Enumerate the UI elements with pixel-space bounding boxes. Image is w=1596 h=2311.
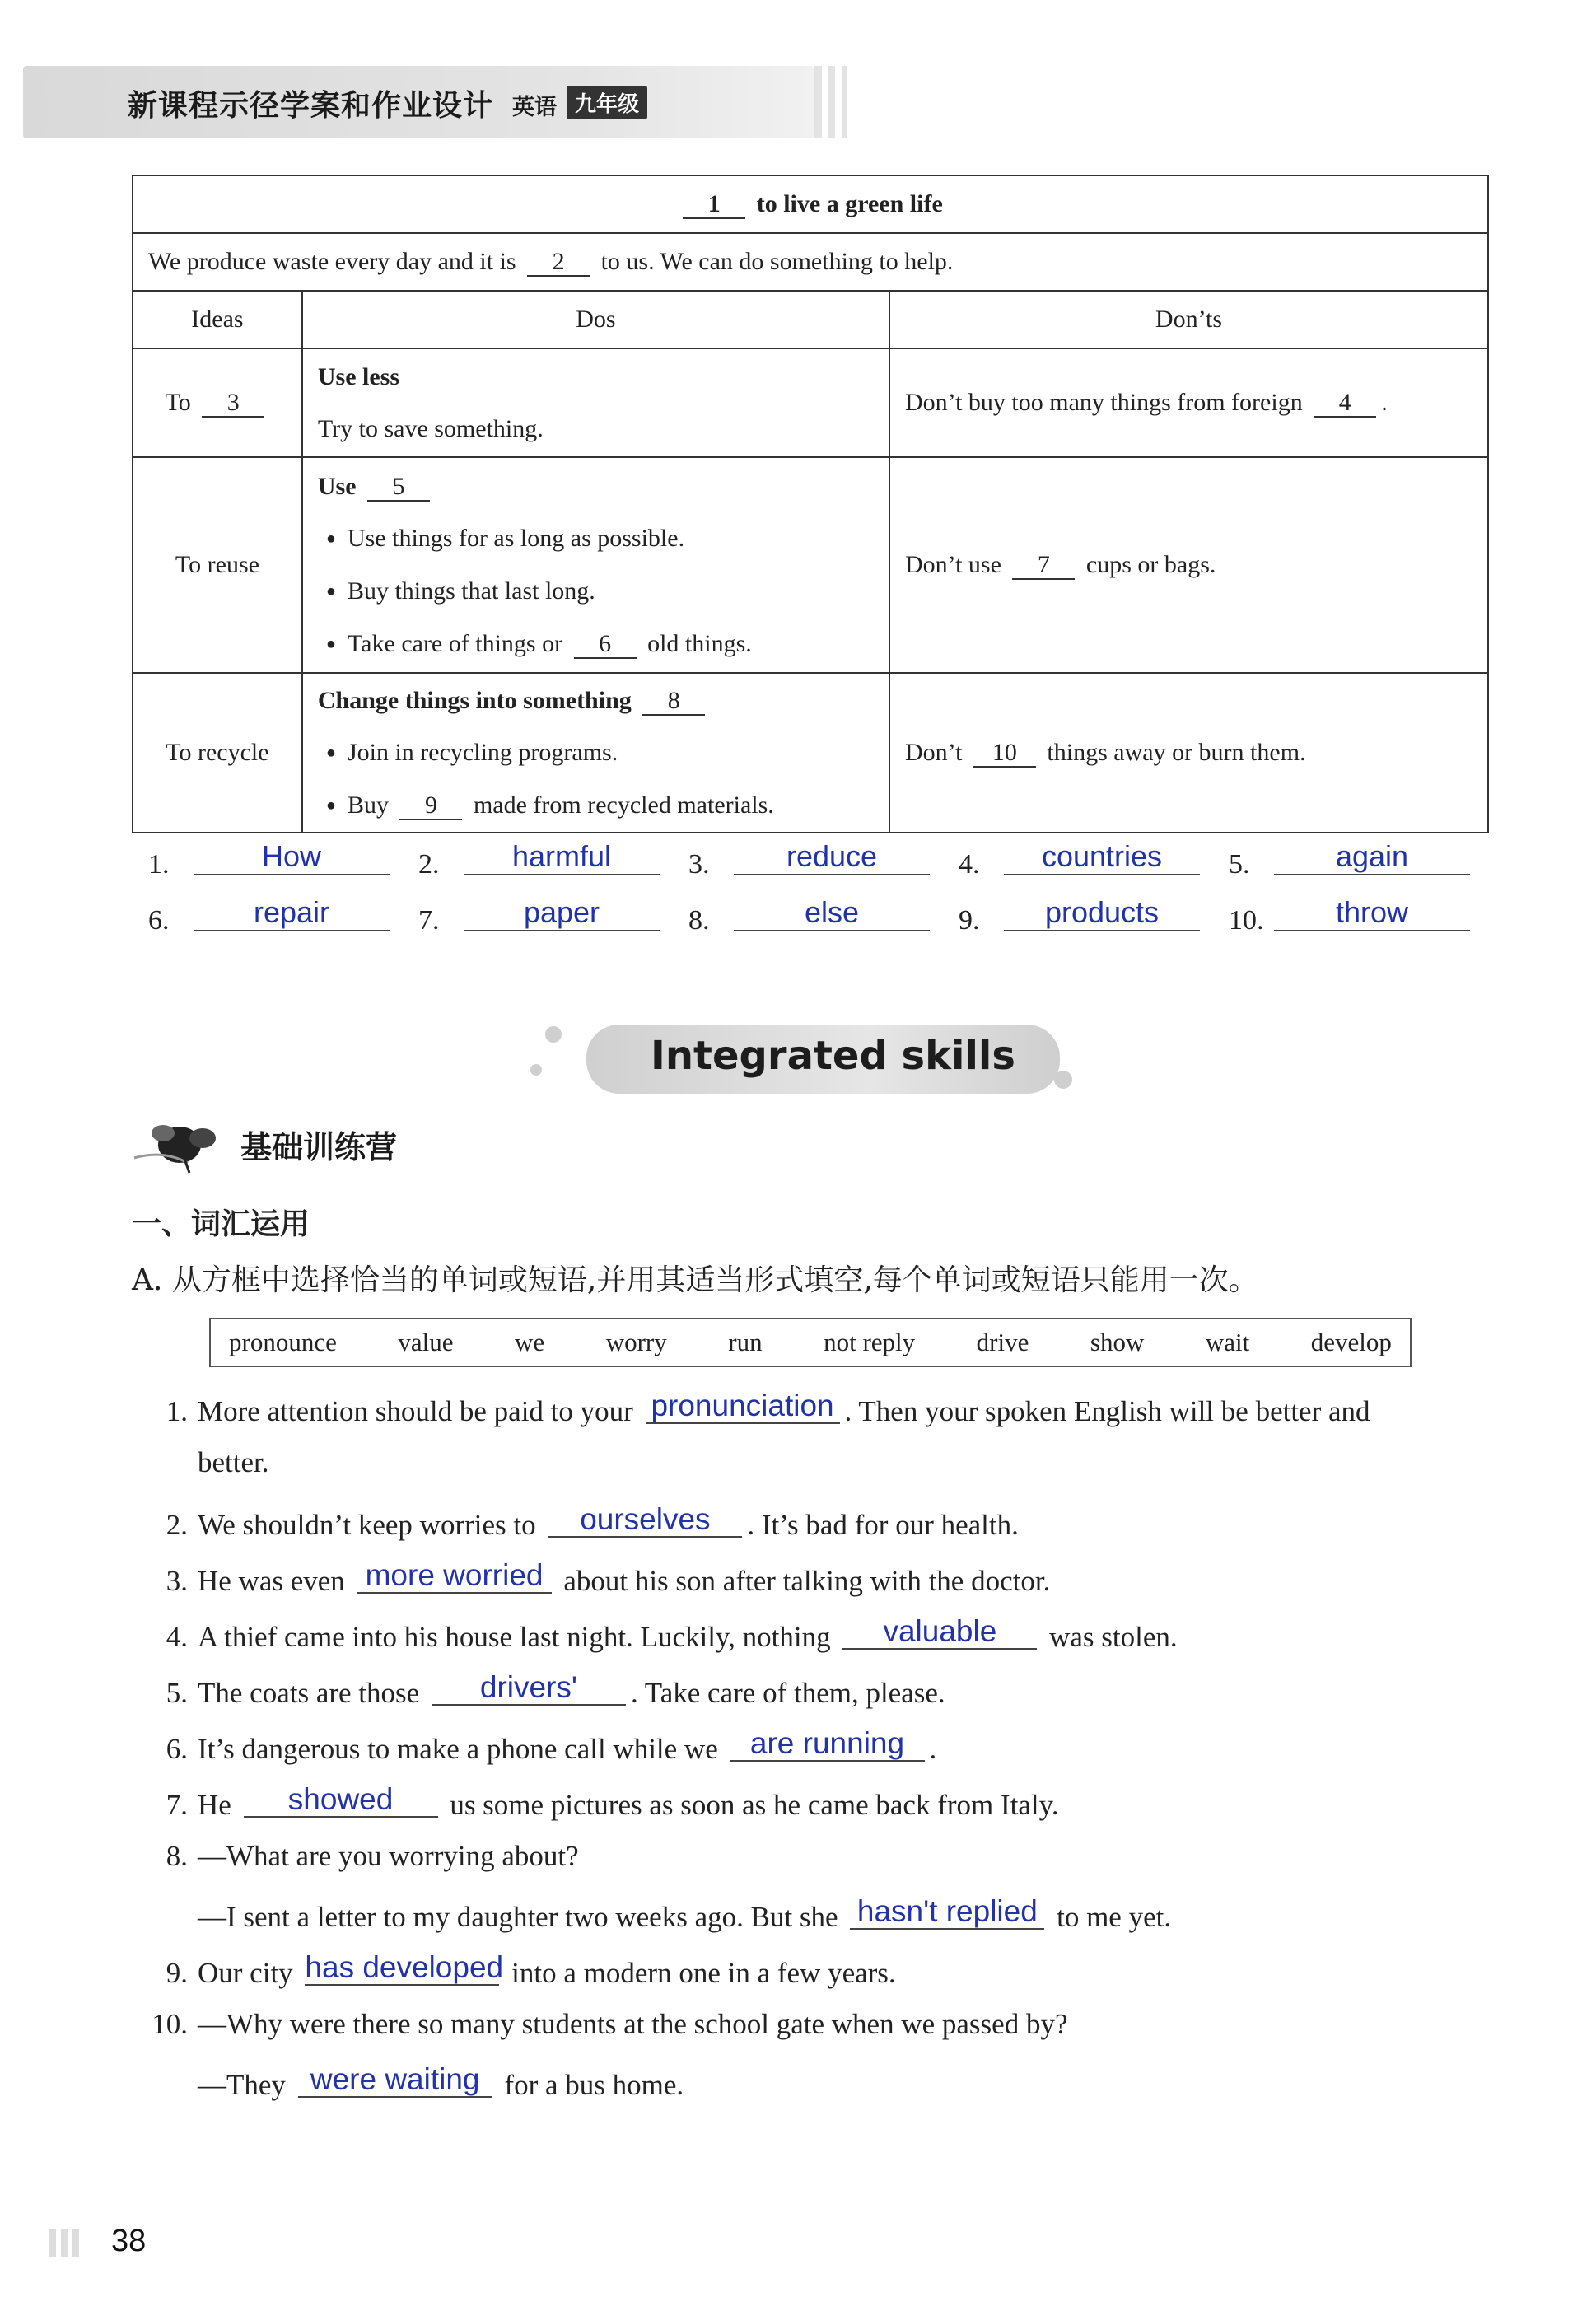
answer-item: 7. paper: [418, 894, 688, 936]
answer-item: 4. countries: [959, 838, 1229, 880]
bullet-use-long: ● Use things for as long as possible.: [318, 512, 874, 565]
blank-5: 5: [367, 473, 430, 502]
answer-pronunciation[interactable]: pronunciation: [646, 1390, 840, 1424]
blank-2: 2: [527, 248, 590, 277]
answer-6[interactable]: repair: [194, 894, 390, 931]
leaf-icon: [130, 1109, 241, 1179]
question-2: 2. We shouldn’t keep worries to ourselves . It’s bad for our health.: [166, 1502, 1019, 1541]
decor-dot: [545, 1026, 562, 1043]
question-8: 8. —What are you worrying about?: [166, 1840, 579, 1872]
question-9: 9. Our city has developed into a modern one in a few years.: [166, 1950, 896, 1989]
dos-line-save: Try to save something.: [317, 415, 544, 442]
answer-showed[interactable]: showed: [244, 1784, 438, 1818]
word-item: drive: [976, 1328, 1029, 1356]
bullet-buy: ● Buy 9 made from recycled materials.: [318, 779, 874, 832]
answer-drivers[interactable]: drivers': [432, 1672, 626, 1706]
blank-4: 4: [1314, 389, 1376, 418]
question-3: 3. He was even more worried about his son after talking with the doctor.: [166, 1558, 1051, 1597]
bullet-take-care: ● Take care of things or 6 old things.: [318, 618, 874, 670]
answer-valuable[interactable]: valuable: [842, 1616, 1037, 1650]
blank-8: 8: [642, 687, 705, 716]
blank-7: 7: [1012, 551, 1075, 580]
answer-item: 6. repair: [148, 894, 418, 936]
word-item: run: [728, 1328, 763, 1356]
word-item: worry: [605, 1328, 667, 1356]
answer-hasnt-replied[interactable]: hasn't replied: [850, 1896, 1044, 1930]
answer-8[interactable]: else: [734, 894, 930, 931]
section-title: Integrated skills: [651, 1033, 1015, 1079]
answer-ourselves[interactable]: ourselves: [548, 1504, 742, 1538]
col-ideas: Ideas: [133, 291, 302, 348]
question-1: 1. More attention should be paid to your pronunciation . Then your spoken English will be better and: [166, 1389, 1370, 1427]
header-stripes: [814, 66, 863, 138]
dos-head-change: Change things into something: [317, 686, 632, 714]
question-10-reply: —They were waiting for a bus home.: [198, 2062, 684, 2101]
col-dos: Dos: [302, 291, 889, 348]
word-box: [209, 1318, 1412, 1367]
answer-item: 2. harmful: [418, 838, 688, 880]
dos-head-use: Use: [317, 472, 357, 500]
bullet-last-long: ● Buy things that last long.: [318, 565, 874, 618]
answer-9[interactable]: products: [1004, 894, 1200, 931]
word-item: value: [398, 1328, 454, 1356]
book-title: 新课程示径学案和作业设计: [128, 89, 494, 123]
question-4: 4. A thief came into his house last night. Luckily, nothing valuable was stolen.: [166, 1614, 1178, 1653]
question-5: 5. The coats are those drivers' . Take care of them, please.: [166, 1670, 945, 1709]
col-donts: Don’ts: [889, 291, 1488, 348]
table-row-reduce: To 3 Use less Try to save something. Don’t buy too many things from foreign 4 .: [133, 348, 1488, 457]
table-row-recycle: [133, 673, 1488, 833]
intro-text-a: We produce waste every day and it is: [148, 247, 516, 275]
answer-item: 8. else: [688, 894, 959, 936]
donts-use: Don’t use: [904, 550, 1001, 578]
page-number: 38: [111, 2224, 147, 2258]
idea-to: To: [165, 388, 191, 416]
word-item: pronounce: [229, 1328, 337, 1356]
answer-item: 5. again: [1229, 838, 1499, 880]
donts-throw: Don’t: [904, 738, 963, 766]
question-1-cont: better.: [198, 1446, 269, 1478]
answer-7[interactable]: paper: [464, 894, 660, 931]
donts-burn: things away or burn them.: [1047, 738, 1306, 766]
part-heading: 一、词汇运用: [132, 1207, 310, 1241]
answer-10[interactable]: throw: [1274, 894, 1470, 931]
camp-heading: 基础训练营: [240, 1129, 398, 1165]
blank-6: 6: [574, 630, 637, 659]
question-8-reply: —I sent a letter to my daughter two weeks ago. But she hasn't replied to me yet.: [198, 1894, 1172, 1933]
instruction-text: A. 从方框中选择恰当的单词或短语,并用其适当形式填空,每个单词或短语只能用一次。: [132, 1263, 1258, 1297]
bullet-join: ● Join in recycling programs.: [318, 726, 874, 779]
donts-buy-foreign: Don’t buy too many things from foreign: [904, 388, 1303, 416]
blank-9: 9: [399, 791, 462, 820]
blank-3: 3: [202, 389, 264, 418]
answer-more-worried[interactable]: more worried: [357, 1560, 552, 1594]
intro-text-b: to us. We can do something to help.: [600, 247, 954, 275]
answer-item: 9. products: [959, 894, 1229, 936]
decor-dot: [530, 1064, 542, 1076]
answer-item: 1. How: [148, 838, 418, 880]
grade-badge: 九年级: [567, 86, 647, 119]
donts-cups: cups or bags.: [1085, 550, 1216, 578]
answer-item: 10. throw: [1229, 894, 1499, 936]
blank-10: 10: [973, 739, 1036, 768]
answer-1[interactable]: How: [194, 838, 390, 875]
idea-reuse: To reuse: [133, 457, 302, 673]
word-item: we: [515, 1328, 545, 1356]
answer-item: 3. reduce: [688, 838, 959, 880]
word-item: develop: [1310, 1328, 1392, 1356]
idea-recycle: To recycle: [133, 673, 302, 833]
word-item: not reply: [824, 1328, 916, 1356]
answer-4[interactable]: countries: [1004, 838, 1200, 875]
answer-has-developed[interactable]: has developed: [305, 1950, 504, 1984]
table-title: to live a green life: [756, 189, 943, 217]
table-intro-row: [133, 233, 1488, 291]
table-header-row: [133, 291, 1488, 348]
question-7: 7. He showed us some pictures as soon as he came back from Italy.: [166, 1782, 1059, 1821]
table-title-row: [133, 175, 1488, 233]
page-marks: [49, 2229, 84, 2261]
blank-1: 1: [683, 190, 745, 219]
answer-were-waiting[interactable]: were waiting: [298, 2064, 492, 2098]
answer-row-1: [148, 838, 1499, 880]
dos-head-use-less: Use less: [317, 363, 400, 390]
answer-2[interactable]: harmful: [464, 838, 660, 875]
answer-5[interactable]: again: [1274, 838, 1470, 875]
question-10: 10. —Why were there so many students at the school gate when we passed by?: [152, 2008, 1068, 2040]
answer-are-running[interactable]: are running: [730, 1728, 925, 1762]
word-item: wait: [1205, 1328, 1250, 1356]
green-life-table: [132, 175, 1489, 833]
answer-3[interactable]: reduce: [734, 838, 930, 875]
word-item: show: [1090, 1328, 1145, 1356]
answer-row-2: [148, 894, 1499, 936]
table-row-reuse: [133, 457, 1488, 673]
question-6: 6. It’s dangerous to make a phone call while we are running .: [166, 1726, 937, 1765]
subject-label: 英语: [512, 95, 557, 120]
